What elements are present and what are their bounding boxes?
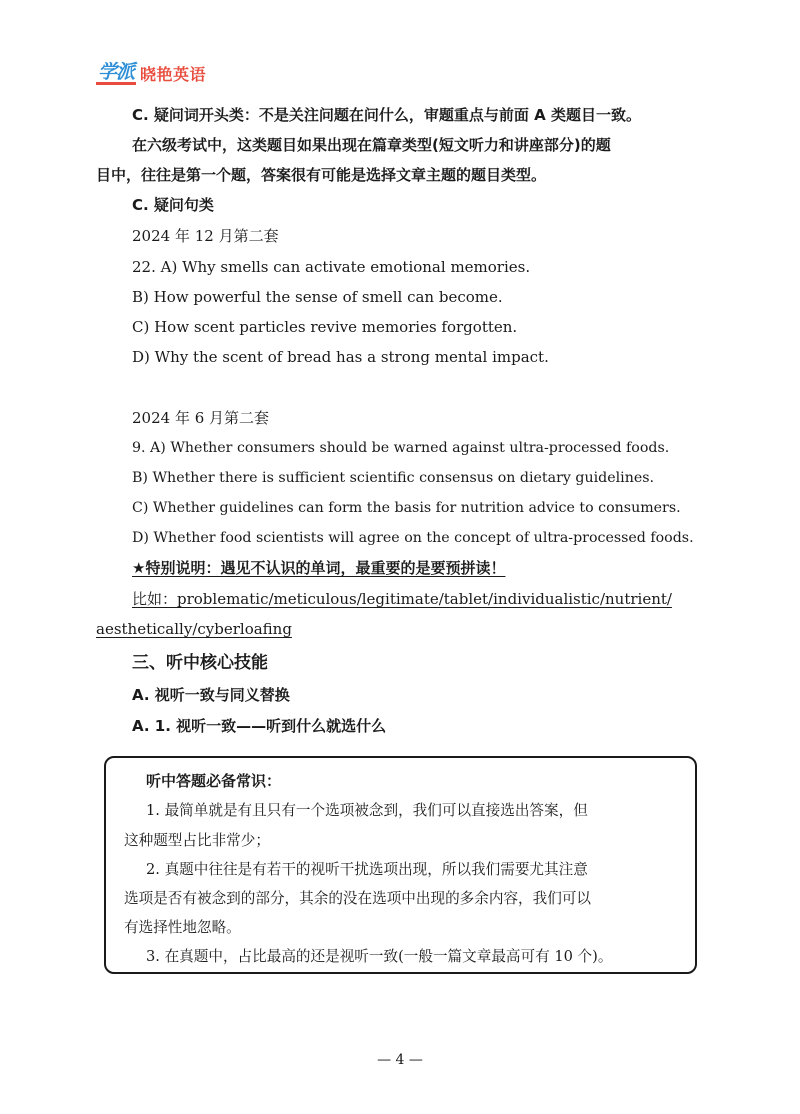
section3-a1-title: A. 1. 视听一致——听到什么就选什么 xyxy=(132,717,387,735)
tips-line-3: 2. 真题中往往是有若干的视听干扰选项出现，所以我们需要尤其注意 xyxy=(146,861,588,878)
tips-box-title: 听中答题必备常识： xyxy=(146,772,282,790)
exam2-option-c: C) Whether guidelines can form the basis for nutrition advice to consumers. xyxy=(132,500,681,516)
page-number: — 4 — xyxy=(377,1052,423,1068)
section-c-title: C. 疑问词开头类：不是关注问题在问什么，审题重点与前面 A 类题目一致。 xyxy=(132,106,641,124)
tips-line-4: 选项是否有被念到的部分，其余的没在选项中出现的多余内容，我们可以 xyxy=(124,890,592,907)
exam2-heading: 2024 年 6 月第二套 xyxy=(132,409,270,427)
tips-line-6: 3. 在真题中，占比最高的还是视听一致(一般一篇文章最高可有 10 个)。 xyxy=(146,948,613,965)
exam2-option-d: D) Whether food scientists will agree on the concept of ultra-processed foods. xyxy=(132,530,694,546)
exam1-option-c: C) How scent particles revive memories forgotten. xyxy=(132,318,518,336)
subsection-title: C. 疑问句类 xyxy=(132,196,214,214)
tips-line-1: 1. 最简单就是有且只有一个选项被念到，我们可以直接选出答案，但 xyxy=(146,802,588,819)
exam1-option-a: 22. A) Why smells can activate emotional memories. xyxy=(132,258,531,276)
example-words-line-1: 比如：problematic/meticulous/legitimate/tablet/individualistic/nutrient/ xyxy=(132,590,672,608)
exam2-option-a: 9. A) Whether consumers should be warned against ultra-processed foods. xyxy=(132,440,670,456)
section3-title: 三、听中核心技能 xyxy=(132,653,268,673)
logo-text: 晓艳英语 xyxy=(140,64,207,84)
section-c-paragraph-line-1: 在六级考试中，这类题目如果出现在篇章类型(短文听力和讲座部分)的题 xyxy=(132,136,611,154)
section3-a-title: A. 视听一致与同义替换 xyxy=(132,686,290,704)
section-c-paragraph-line-2: 目中，往往是第一个题，答案很有可能是选择文章主题的题目类型。 xyxy=(96,166,547,184)
tips-line-5: 有选择性地忽略。 xyxy=(124,919,241,936)
exam1-option-d: D) Why the scent of bread has a strong mental impact. xyxy=(132,348,549,366)
logo-mark: 学派 xyxy=(98,60,135,83)
exam1-option-b: B) How powerful the sense of smell can become. xyxy=(132,288,503,306)
exam1-heading: 2024 年 12 月第二套 xyxy=(132,227,279,245)
exam2-option-b: B) Whether there is sufficient scientific consensus on dietary guidelines. xyxy=(132,470,655,486)
brand-logo xyxy=(96,60,206,86)
example-words-line-2: aesthetically/cyberloafing xyxy=(96,620,292,638)
special-note: ★特别说明：遇见不认识的单词，最重要的是要预拼读！ xyxy=(132,559,506,577)
tips-line-2: 这种题型占比非常少； xyxy=(124,832,270,849)
